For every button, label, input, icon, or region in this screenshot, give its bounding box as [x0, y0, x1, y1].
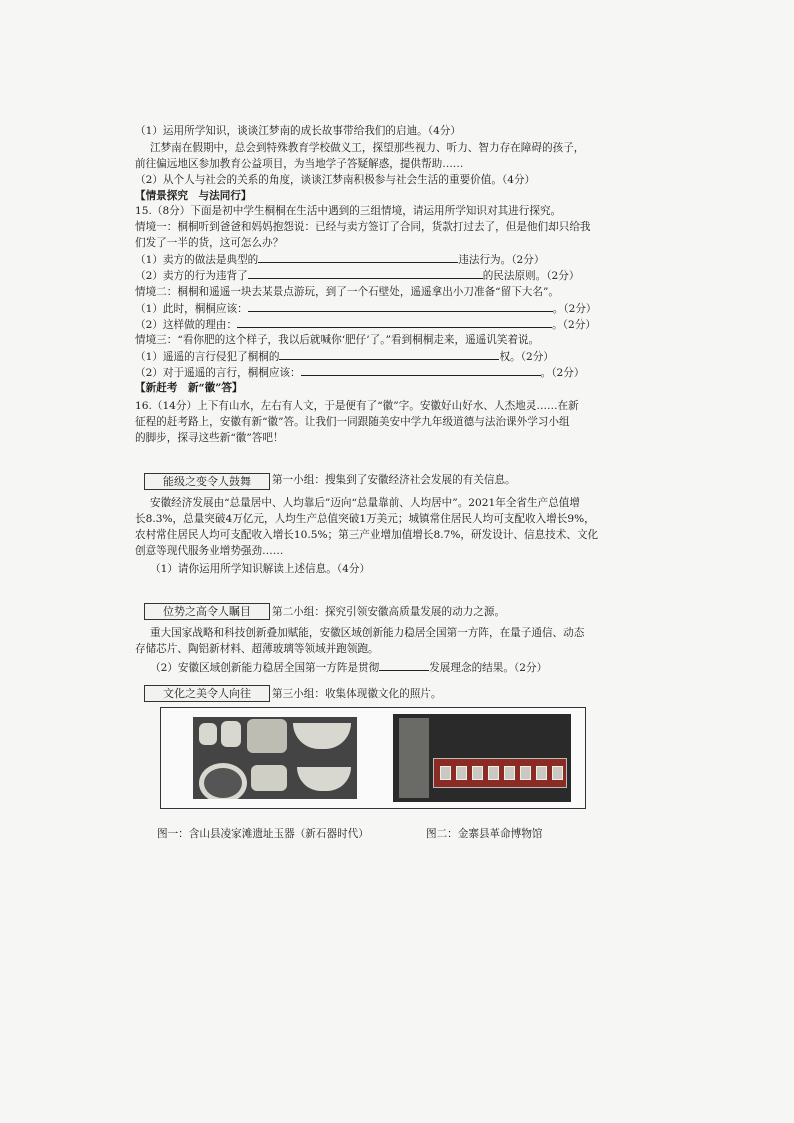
- scenario-3-question-2: （2）对于遥遥的言行，桐桐应该： 。（2分）: [135, 364, 655, 381]
- portrait: [440, 766, 451, 780]
- section-heading-law: 【情景探究 与法同行】: [135, 190, 252, 202]
- scenario-2-question-2: （2）这样做的理由： 。（2分）: [135, 316, 655, 333]
- scenario-1-line-1: 情境一：桐桐听到爸爸和妈妈抱怨说：已经与卖方签订了合同，货款打过去了，但是他们却只给我: [135, 221, 591, 233]
- answer-blank[interactable]: [248, 267, 483, 279]
- question-14-2: （2）从个人与社会的关系的角度，谈谈江梦南积极参与社会生活的重要价值。（4分）: [135, 174, 536, 186]
- group-2-material-1: 重大国家战略和科技创新叠加赋能，安徽区域创新能力稳居全国第一方阵，在量子通信、动态: [150, 627, 585, 639]
- group-1-material-3: 农村常住居民人均可支配收入增长10.5%；第三产业增加值增长8.7%，研发设计、信息技术、文化: [135, 529, 599, 541]
- scenario-1-question-2: （2）卖方的行为违背了 的民法原则。（2分）: [135, 267, 655, 284]
- scenario-3: 情境三：“看你肥的这个样子，我以后就喊你‘肥仔’了。”看到桐桐走来，遥遥讥笑着说。: [135, 334, 540, 346]
- scenario-1-question-1: （1）卖方的做法是典型的 违法行为。（2分）: [135, 251, 655, 268]
- answer-blank[interactable]: [279, 348, 499, 360]
- portrait: [456, 766, 467, 780]
- section-heading-anhui: 【新赶考 新“徽”答】: [135, 382, 243, 394]
- group-2-question: （2）安徽区域创新能力稳居全国第一方阵是贯彻 发展理念的结果。（2分）: [150, 659, 655, 676]
- question-16-line-2: 征程的赶考路上，安徽有新“徽”答。让我们一同跟随美安中学九年级道德与法治课外学习小组: [135, 416, 570, 428]
- group-1-material-4: 创意等现代服务业增势强劲……: [135, 545, 284, 557]
- group-2-material-2: 存储芯片、陶铝新材料、超薄玻璃等领域并跑领跑。: [135, 643, 379, 655]
- answer-blank[interactable]: [248, 300, 553, 312]
- group-3-tag: 文化之美令人向往: [144, 685, 270, 702]
- portrait: [504, 766, 515, 780]
- portrait: [552, 766, 563, 780]
- group-1-tag: 能级之变令人鼓舞: [144, 473, 270, 490]
- portrait-board: [433, 758, 567, 788]
- question-14-1: （1）运用所学知识，谈谈江梦南的成长故事带给我们的启迪。（4分）: [135, 125, 461, 137]
- portrait: [520, 766, 531, 780]
- material-line-1: 江梦南在假期中，总会到特殊教育学校做义工，探望那些视力、听力、智力存在障碍的孩子，: [150, 142, 585, 154]
- jade-artifacts-photo: [193, 717, 357, 799]
- group-1-material-1: 安徽经济发展由“总量居中、人均靠后”迈向“总量靠前、人均居中”。2021年全省生产总值增: [150, 497, 580, 509]
- figure-2-caption: 图二：金寨县革命博物馆: [426, 828, 543, 840]
- jade-piece: [293, 723, 351, 749]
- scenario-3-question-1: （1）遥遥的言行侵犯了桐桐的 权。（2分）: [135, 348, 655, 365]
- scenario-2-question-1: （1）此时，桐桐应该： 。（2分）: [135, 300, 655, 317]
- answer-blank[interactable]: [301, 364, 541, 376]
- scenario-1-line-2: 们发了一半的货，这可怎么办？: [135, 237, 284, 249]
- answer-blank[interactable]: [237, 316, 552, 328]
- question-16-line-3: 的脚步，探寻这些新“徽”答吧！: [135, 432, 284, 444]
- portrait: [536, 766, 547, 780]
- museum-wall-panel: [399, 718, 429, 798]
- group-3-intro: 第三小组：收集体现徽文化的照片。: [272, 688, 442, 700]
- portrait: [488, 766, 499, 780]
- group-1-intro: 第一小组：搜集到了安徽经济社会发展的有关信息。: [272, 474, 516, 486]
- group-2-tag: 位势之高令人瞩目: [144, 603, 270, 620]
- question-16-line-1: 16.（14分）上下有山水，左右有人文，于是便有了“徽”字。安徽好山好水、人杰地灵……在新: [135, 400, 579, 412]
- answer-blank[interactable]: [379, 659, 429, 671]
- figure-1-caption: 图一：含山县凌家滩遗址玉器（新石器时代）: [157, 828, 369, 840]
- scenario-2: 情境二：桐桐和遥遥一块去某景点游玩，到了一个石壁处，遥遥拿出小刀准备“留下大名”。: [135, 286, 559, 298]
- jade-ring: [199, 763, 247, 799]
- material-line-2: 前往偏远地区参加教育公益项目，为当地学子答疑解惑，提供帮助……: [135, 158, 464, 170]
- jade-piece: [221, 721, 241, 747]
- group-2-intro: 第二小组：探究引领安徽高质量发展的动力之源。: [272, 606, 506, 618]
- jade-piece: [251, 765, 287, 791]
- jade-piece: [199, 723, 217, 745]
- jade-piece: [247, 719, 287, 753]
- answer-blank[interactable]: [258, 251, 458, 263]
- jade-piece: [297, 767, 351, 791]
- museum-photo: [393, 714, 571, 802]
- question-15-stem: 15.（8分）下面是初中学生桐桐在生活中遇到的三组情境，请运用所学知识对其进行探究。: [135, 205, 562, 217]
- group-1-question: （1）请你运用所学知识解读上述信息。（4分）: [150, 563, 371, 575]
- portrait: [472, 766, 483, 780]
- photo-frame: [160, 707, 586, 809]
- group-1-material-2: 长8.3%，总量突破4万亿元，人均生产总值突破1万美元；城镇常住居民人均可支配收入增长9%，: [135, 513, 595, 525]
